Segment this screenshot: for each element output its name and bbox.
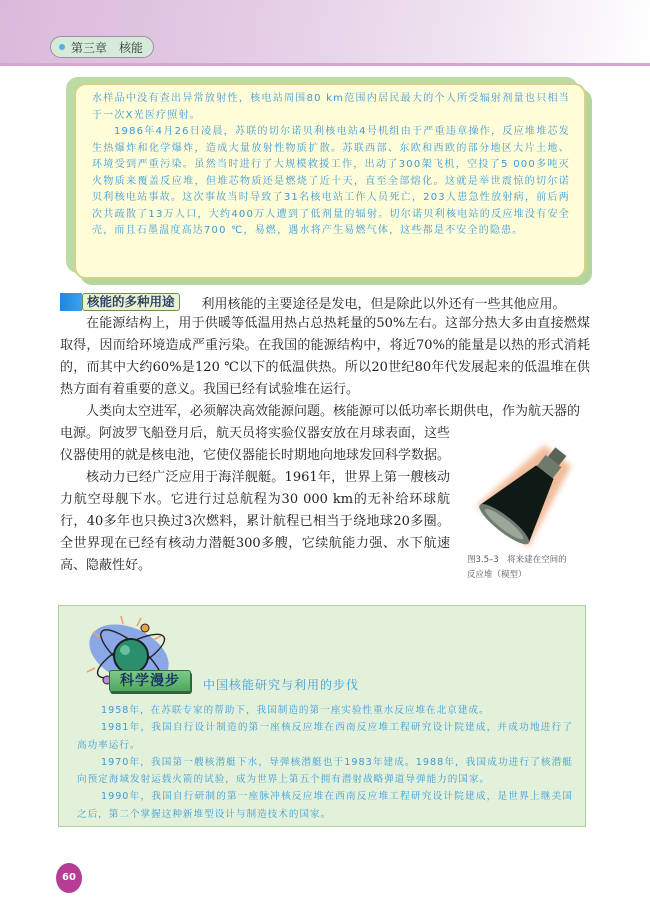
space-reactor-image xyxy=(462,440,592,550)
science-walk-box xyxy=(58,605,586,827)
body-paragraph: 电源。阿波罗飞船登月后，航天员将实验仪器安放在月球表面，这些仪器使用的就是核电池，它使仪器能长时期地向地球发回科学数据。 xyxy=(60,426,451,463)
bullet-dot-icon xyxy=(59,44,65,50)
narrow-column xyxy=(60,423,450,577)
body-paragraph: 核动力已经广泛应用于海洋舰艇。1961年，世界上第一艘核动力航空母舰下水。它进行过总航程为30 000 km的无补给环球航行，40多年也只换过3次燃料，累计航程已相当于绕地球20多圈。全世界现在已经有核动力潜艇300多艘，它续航能力强、水下航速高、隐蔽性好。 xyxy=(60,470,450,573)
reading-box xyxy=(74,83,586,279)
caption-line: 图3.5–3 将来建在空间的 xyxy=(467,555,567,565)
reactor-model-icon xyxy=(462,440,592,550)
caption-line: 反应堆（模型） xyxy=(467,570,527,580)
section-heading: 核能的多种用途 xyxy=(82,293,180,311)
section-heading-row xyxy=(60,292,590,312)
page-number-badge: 60 xyxy=(56,863,82,893)
body-paragraph: 在能源结构上，用于供暖等低温用热占总热耗量的50%左右。这部分热大多由直接燃煤取得，因而给环境造成严重污染。在我国的能源结构中，将近70%的能量是以热的形式消耗的，而其中大约60%是120 ℃以下的低温供热。所以20世纪80年代发展起来的低温堆在供热方面有着重要的意义。我国已经有试验堆在运行。 xyxy=(60,316,590,397)
science-walk-title: 中国核能研究与利用的步伐 xyxy=(203,678,360,692)
figure-caption xyxy=(467,553,597,583)
science-paragraph: 1990年，我国自行研制的第一座脉冲核反应堆在西南反应堆工程研究设计院建成，是世界上继美国之后，第二个掌握这种新堆型设计与制造技术的国家。 xyxy=(77,791,573,820)
reading-paragraph: 水样品中没有查出异常放射性，核电站周围80 km范围内居民最大的个人所受辐射剂量也只相当于一次X光医疗照射。 xyxy=(92,93,570,121)
science-paragraph: 1958年，在苏联专家的帮助下，我国制造的第一座实验性重水反应堆在北京建成。 xyxy=(101,705,490,716)
science-paragraph: 1981年，我国自行设计制造的第一座核反应堆在西南反应堆工程研究设计院建成，并成功地进行了高功率运行。 xyxy=(77,722,573,751)
body-paragraph: 人类向太空进军，必须解决高效能源问题。核能源可以低功率长期供电，作为航天器的 xyxy=(86,404,581,419)
science-walk-body xyxy=(77,702,573,823)
science-walk-tag: 科学漫步 xyxy=(109,670,191,692)
chapter-label-pill xyxy=(50,36,154,58)
reading-paragraph: 1986年4月26日凌晨，苏联的切尔诺贝利核电站4号机组由于严重违章操作，反应堆堆芯发生热爆炸和化学爆炸，造成大量放射性物质扩散。苏联西部、东欧和西欧的部分地区大片土地、环境受到严重污染。虽然当时进行了大规模救援工作，出动了300架飞机，空投了5 000多吨灭火物质来覆盖反应堆，但堆芯物质还是燃烧了近十天，直至全部熔化。这就是举世震惊的切尔诺贝利核电站事故。这次事故当时导致了31名核电站工作人员死亡，203人患急性放射病，前后两次共疏散了13万人口，大约400万人遭到了低剂量的辐射。切尔诺贝利核电站的反应堆没有安全壳，而且石墨温度高达700 ℃，易燃，遇水将产生易燃气体，这些都是不安全的隐患。 xyxy=(92,126,570,236)
section-bar-decoration xyxy=(60,293,82,311)
section-intro: 利用核能的主要途径是发电，但是除此以外还有一些其他应用。 xyxy=(201,296,566,312)
chapter-header-band xyxy=(0,0,650,66)
science-paragraph: 1970年，我国第一艘核潜艇下水，导弹核潜艇也于1983年建成。1988年，我国成功进行了核潜艇向预定海域发射运载火箭的试验，成为世界上第五个拥有潜射战略弹道导弹能力的国家。 xyxy=(77,756,573,786)
chapter-label: 第三章 核能 xyxy=(71,40,144,55)
